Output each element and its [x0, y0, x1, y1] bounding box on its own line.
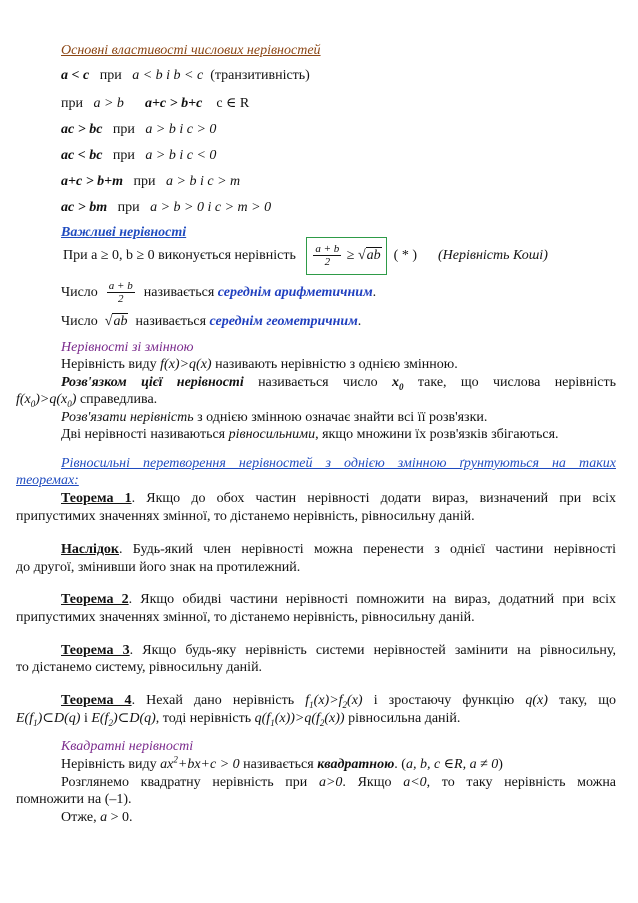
- section-heading-equiv-line1: Рівносильні перетворення нерівностей з однією змінною ґрунтуються на таких: [61, 456, 616, 471]
- property-add-inequalities: a+c > b+m при a > b і c > m: [61, 174, 241, 189]
- theorem-3-line2: то дістанемо систему, рівносильну даній.: [16, 660, 263, 675]
- sqrt-ab-geom: √ab: [104, 314, 128, 329]
- section-heading-onevar: Нерівності зі змінною: [61, 340, 194, 355]
- theorem-2-line2: припустимих значеннях змінної, то дістанемо нерівність, рівносильну даній.: [16, 610, 475, 625]
- quadratic-definition: Нерівність виду $ax^2+bx+c > 0$ називається квадратною. (a, b, c ∈R, a ≠ 0): [61, 754, 503, 772]
- solve-definition: Розв'язати нерівність з однією змінною означає знайти всі її розв'язки.: [61, 410, 488, 425]
- theorem-4-line1: Теорема 4. Нехай дано нерівність $f_1(x)>f_2(x)$ і зростаючу функцію q(x) таку, що: [61, 693, 617, 710]
- corollary-line1: Наслідок. Будь-який член нерівності можна перенести з однієї частини нерівності: [61, 542, 616, 557]
- property-multiply-inequalities: ac > bm при a > b > 0 і c > m > 0: [61, 200, 272, 215]
- property-transitivity: a < c при a < b і b < c (транзитивність): [61, 68, 310, 83]
- theorem-1-line1: Теорема 1. Якщо до обох частин нерівності додати вираз, визначений при всіх: [61, 491, 616, 506]
- property-multiply-positive: ac > bc при a > b і c > 0: [61, 122, 217, 137]
- section-heading-quadratic: Квадратні нерівності: [61, 739, 194, 754]
- equivalent-definition: Дві нерівності називаються рівносильними, якщо множини їх розв'язків збігаються.: [61, 427, 559, 442]
- quadratic-consider-line2: помножити на (–1).: [16, 792, 132, 807]
- property-multiply-negative: ac < bc при a > b і c < 0: [61, 148, 217, 163]
- section-heading-important: Важливі нерівності: [61, 225, 187, 240]
- quadratic-conclusion: Отже, a > 0.: [61, 810, 133, 825]
- property-addition: при a > b a+c > b+c c ∈ R: [61, 96, 250, 111]
- sqrt-ab: √ab: [357, 248, 381, 263]
- cauchy-formula-box: $\frac{a + b}{2}$ ≥ √ab: [306, 237, 386, 275]
- quadratic-consider-line1: Розглянемо квадратну нерівність при a>0. Якщо a<0, то таку нерівність можна: [61, 775, 617, 790]
- solution-definition-line2: $f(x_0)>q(x_0)$ справедлива.: [16, 392, 158, 409]
- arithmetic-mean-line: Число $\frac{a + b}{2}$ називається середнім арифметичним.: [61, 280, 377, 306]
- fraction-arith: $\frac{a + b}{2}$: [108, 280, 133, 306]
- corollary-line2: до другої, змінивши його знак на протилежний.: [16, 560, 301, 575]
- fraction-mean: $\frac{a + b}{2}$: [315, 243, 340, 269]
- section-heading-properties: Основні властивості числових нерівностей: [61, 43, 321, 58]
- geometric-mean-line: Число √ab називається середнім геометричним.: [61, 314, 362, 329]
- solution-definition-line1: Розв'язком цієї нерівності називається число $x_0$ таке, що числова нерівність: [61, 375, 616, 392]
- section-heading-equiv-line2: теоремах:: [16, 473, 79, 488]
- theorem-1-line2: припустимих значеннях змінної, то дістанемо нерівність, рівносильну даній.: [16, 509, 475, 524]
- theorem-2-line1: Теорема 2. Якщо обидві частини нерівності помножити на вираз, додатний при всіх: [61, 592, 616, 607]
- theorem-4-line2: $E(f_1)\subset D(q)$ і $E(f_2)\subset D(q)$, тоді нерівність $q(f_1(x))>q(f_2(x))$ рівносильна даній.: [16, 711, 461, 728]
- onevar-definition: Нерівність виду f(x)>q(x) називають нерівністю з однією змінною.: [61, 357, 458, 372]
- cauchy-inequality-line: При a ≥ 0, b ≥ 0 виконується нерівність $\frac{a + b}{2}$ ≥ √ab ( * ) (Нерівність Коші): [0, 237, 638, 271]
- theorem-3-line1: Теорема 3. Якщо будь-яку нерівність системи нерівностей замінити на рівносильну,: [61, 643, 616, 658]
